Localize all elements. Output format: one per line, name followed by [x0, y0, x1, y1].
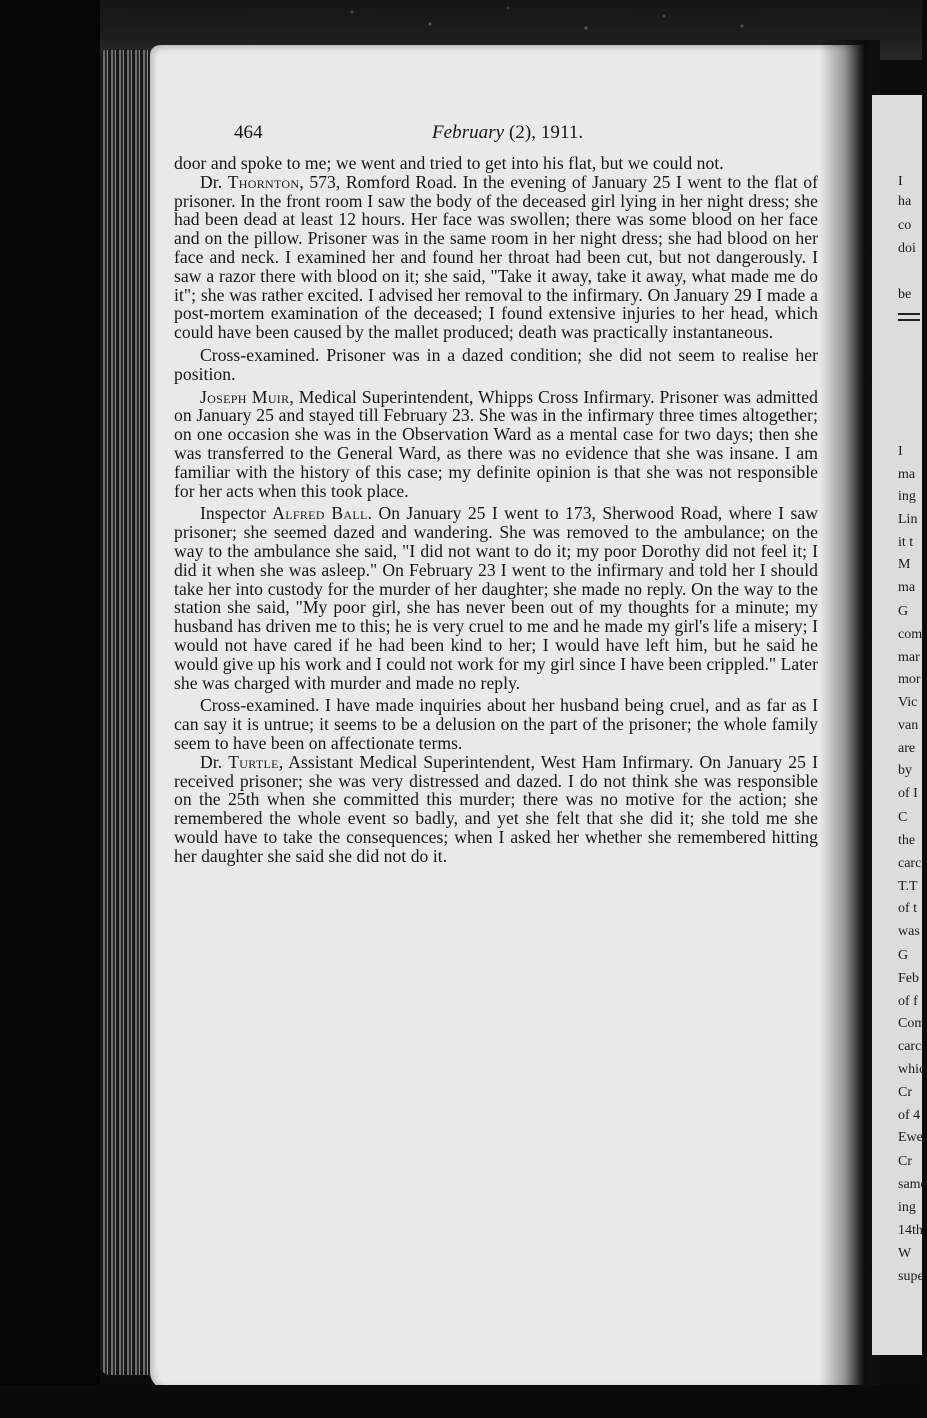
- page-text-block: [174, 114, 824, 865]
- paragraph-continuation: [174, 154, 824, 173]
- facing-page-fragment: com: [898, 627, 923, 642]
- facing-page-fragment: of I: [898, 786, 918, 801]
- page-number: 464: [234, 122, 263, 143]
- running-head-date: (2), 1911.: [504, 122, 584, 143]
- facing-page-fragment: Com: [898, 1016, 926, 1031]
- bottom-dark-band: [0, 1385, 922, 1418]
- facing-page-fragment: ing: [898, 489, 916, 504]
- facing-page-fragment: Ewe: [898, 1130, 923, 1145]
- facing-page-fragment: Feb: [898, 971, 919, 986]
- facing-page-fragment: Cr: [898, 1085, 912, 1100]
- facing-page-rule: [898, 313, 920, 315]
- facing-page-fragment: co: [898, 218, 912, 233]
- facing-page-fragment: ma: [898, 467, 916, 482]
- running-head: [432, 124, 583, 143]
- facing-page-fragment: mor: [898, 672, 921, 687]
- speaker-name: Thornton: [227, 171, 300, 192]
- facing-page-fragment: ha: [898, 194, 912, 209]
- paragraph-text: . On January 25 I went to 173, Sherwood Road, where I saw prisoner; she seemed dazed and wandering. She was removed to the ambulance; on the way to the ambulance she said, "I did not want to do it; my poor Dorothy did not feel it; I did it when she was asleep." On February 23 I went to the infirmary and told her I should take her into custody for the murder of her daughter; she made no reply. On the way to the station she said, "My poor girl, she has never been out of my thoughts for a minute; my husband has driven me to this; he is very cruel to me and he made my girl's life a misery; I would not have cared if he had been kind to her; I would have left him, but he said he would give up his work and I could not work for my girl since I have been crippled." Later she was charged with murder and made no reply.: [174, 503, 818, 693]
- facing-page-fragment: was: [898, 924, 920, 939]
- facing-page-rule: [898, 319, 920, 321]
- facing-page-fragment: 14th: [898, 1223, 923, 1238]
- paragraph-text: Cross-examined. I have made inquiries about her husband being cruel, and as far as I can say it is untrue; it seems to be a delusion on the part of the prisoner; the whole family seem to have been on affectionate terms.: [174, 695, 818, 753]
- paragraph-cross-examined-2: [174, 696, 824, 752]
- paragraph-text: door and spoke to me; we went and tried to get into his flat, but we could not.: [174, 153, 724, 173]
- facing-page-fragment: ma: [898, 580, 916, 595]
- facing-page-fragment: it t: [898, 535, 914, 550]
- facing-page-fragment: M: [898, 557, 911, 572]
- speaker-prefix: Dr.: [200, 751, 229, 772]
- paragraph-cross-examined-1: [174, 346, 824, 384]
- facing-page-fragment: mar: [898, 650, 920, 665]
- facing-page-fragment: are: [898, 741, 916, 756]
- speaker-prefix: Inspector: [200, 503, 273, 524]
- facing-page-fragment: of 4: [898, 1108, 921, 1123]
- facing-page-fragment: Vic: [898, 695, 918, 710]
- facing-page-fragment: doi: [898, 241, 916, 256]
- page-header: [174, 114, 824, 154]
- paragraph-text: , Medical Superintendent, Whipps Cross Infirmary. Prisoner was admitted on January 25 and stayed till February 23. She was in the infirmary three times altogether; on one occasion she was in the Observation Ward as a mental case for two days; then she was transferred to the General Ward, as there was no evidence that she was insane. I am familiar with the history of this case; my definite opinion is that she was not responsible for her acts when this took place.: [174, 386, 818, 501]
- paragraph-text: Cross-examined. Prisoner was in a dazed condition; she did not seem to realise her position.: [174, 344, 818, 384]
- speaker-name: Joseph Muir: [200, 386, 290, 407]
- facing-page-fragment: G: [898, 948, 909, 963]
- paragraph-turtle-testimony: [174, 753, 824, 866]
- paragraph-text: , 573, Romford Road. In the evening of January 25 I went to the flat of prisoner. In the front room I saw the body of the deceased girl lying in her night dress; she had been dead at least 12 hours. Her face was swollen; there was some blood on her face and on the pillow. Prisoner was in the same room in her night dress; she had blood on her face and neck. I examined her and found her throat had been cut, but not dangerously. I saw a razor there with blood on it; she said, "Take it away, take it away, what made me do it"; she was rather excited. I advised her removal to the infirmary. On January 29 I made a post-mortem examination of the deceased; I found extensive injuries to her head, which could have been caused by the mallet produced; death was practically instantaneous.: [174, 171, 819, 343]
- facing-page-fragment: of f: [898, 994, 918, 1009]
- speaker-prefix: Dr.: [200, 171, 228, 192]
- facing-page-fragment: by: [898, 763, 912, 778]
- book-gutter-shadow: [820, 40, 880, 1400]
- speaker-name: Alfred Ball: [272, 503, 368, 524]
- facing-page-fragment: of t: [898, 901, 918, 916]
- facing-page-fragment: ing: [898, 1200, 916, 1215]
- facing-page-fragment: I: [898, 174, 903, 189]
- paragraph-muir-testimony: [174, 388, 824, 501]
- facing-page-fragment: I: [898, 444, 903, 459]
- facing-page-fragment: Lin: [898, 512, 918, 527]
- running-head-month: February: [432, 122, 505, 143]
- facing-page-fragment: W: [898, 1246, 912, 1261]
- paragraph-thornton-testimony: [174, 173, 824, 342]
- facing-page-fragment: whic: [898, 1062, 926, 1077]
- facing-page-fragment: Cr: [898, 1154, 912, 1169]
- facing-page-fragment: G: [898, 604, 909, 619]
- facing-page-fragment: van: [898, 718, 919, 733]
- facing-page-fragment: the: [898, 833, 916, 848]
- facing-page-fragment: be: [898, 287, 912, 302]
- speaker-name: Turtle: [228, 751, 279, 772]
- facing-page-fragment: carc: [898, 856, 922, 871]
- facing-page-text: [872, 95, 927, 1355]
- left-black-margin: [0, 0, 100, 1418]
- facing-page-fragment: C: [898, 810, 908, 825]
- paragraph-text: , Assistant Medical Superintendent, West Ham Infirmary. On January 25 I received prisoner; she was very distressed and dazed. I do not think she was responsible on the 25th when she committed this murder; there was no motive for the action; she remembered the whole event so badly, and yet she felt that she did it; she told me she would have to take the consequences; when I asked her whether she remembered hitting her daughter she said she did not do it.: [174, 751, 818, 866]
- facing-page-fragment: T.T: [898, 879, 918, 894]
- facing-page-fragment: carc: [898, 1039, 922, 1054]
- paragraph-ball-testimony: [174, 504, 824, 692]
- facing-page-fragment: supe: [898, 1269, 924, 1284]
- facing-page-fragment: same: [898, 1177, 927, 1192]
- top-speckle-noise: [300, 0, 820, 40]
- facing-page-sliver: [872, 95, 927, 1355]
